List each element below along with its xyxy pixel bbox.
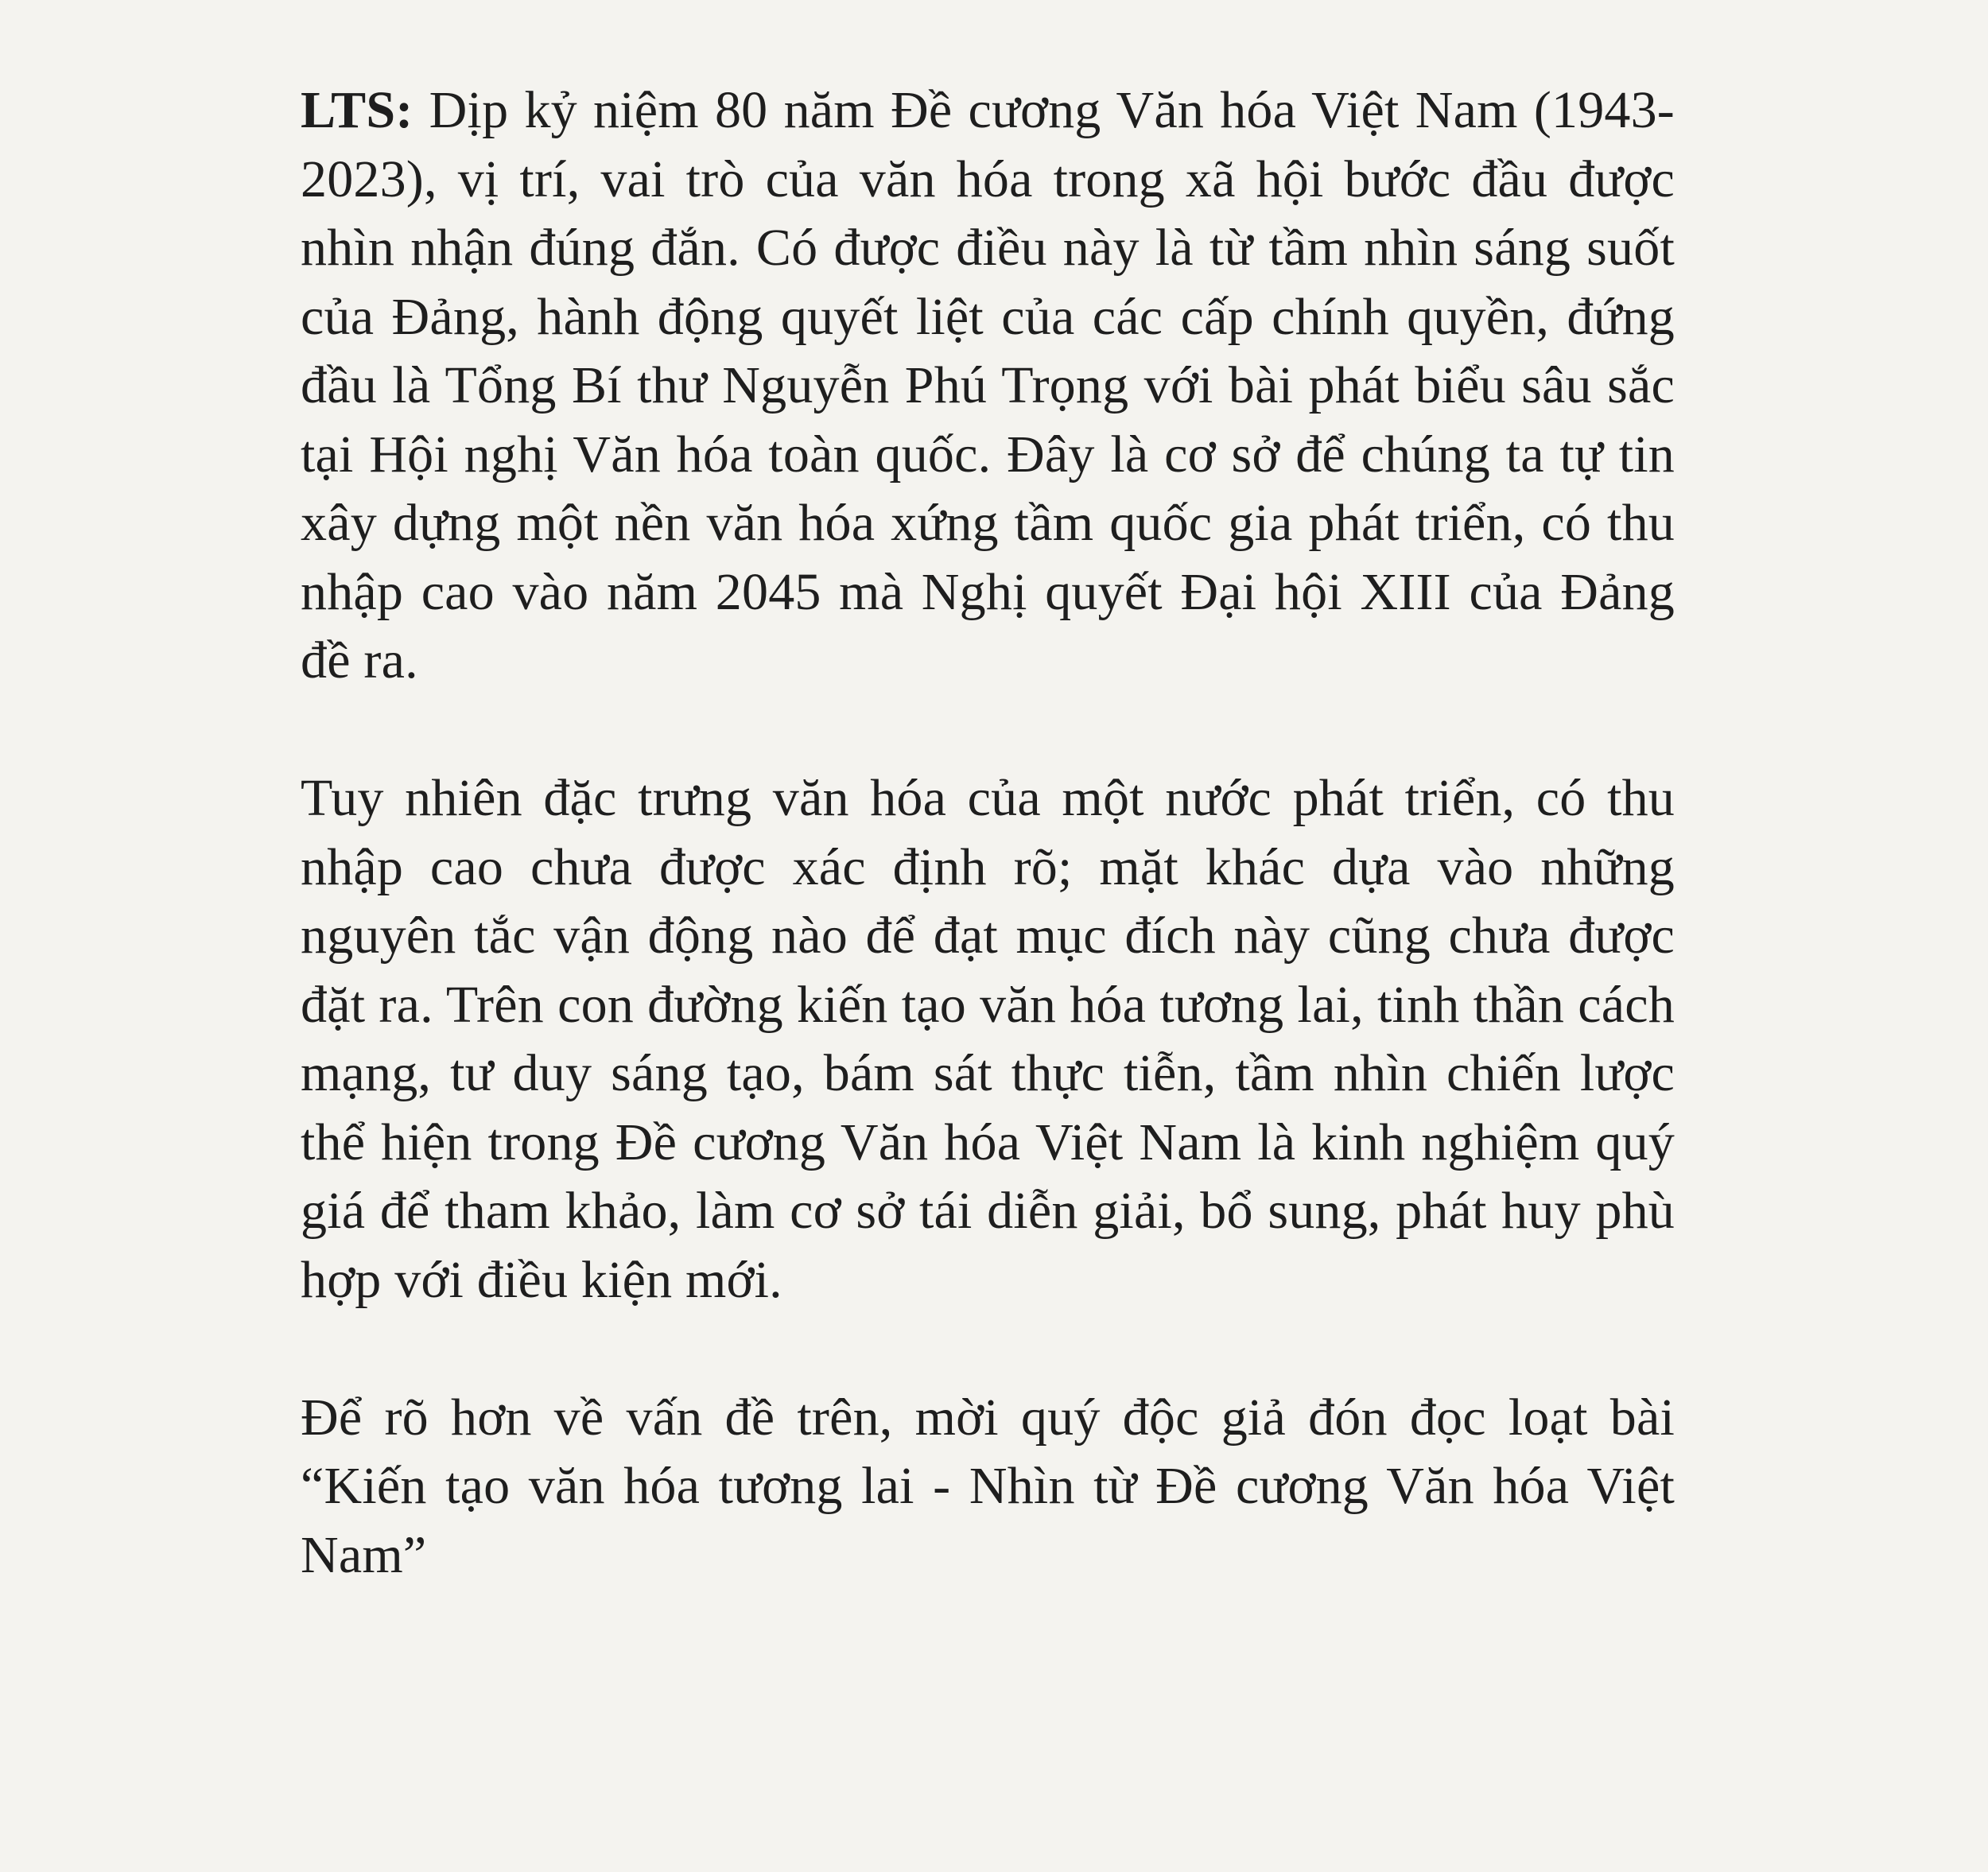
- body-paragraph: Tuy nhiên đặc trưng văn hóa của một nước phát triển, có thu nhập cao chưa được xác định rõ; mặt khác dựa vào những nguyên tắc vận động nào để đạt mục đích này cũng chưa được đặt ra. Trên con đường kiến tạo văn hóa tương lai, tinh thần cách mạng, tư duy sáng tạo, bám sát thực tiễn, tầm nhìn chiến lược thể hiện trong Đề cương Văn hóa Việt Nam là kinh nghiệm quý giá để tham khảo, làm cơ sở tái diễn giải, bổ sung, phát huy phù hợp với điều kiện mới.: [301, 769, 1675, 1309]
- lead-paragraph-text: Dịp kỷ niệm 80 năm Đề cương Văn hóa Việt Nam (1943-2023), vị trí, vai trò của văn hóa trong xã hội bước đầu được nhìn nhận đúng đắn. Có được điều này là từ tầm nhìn sáng suốt của Đảng, hành động quyết liệt của các cấp chính quyền, đứng đầu là Tổng Bí thư Nguyễn Phú Trọng với bài phát biểu sâu sắc tại Hội nghị Văn hóa toàn quốc. Đây là cơ sở để chúng ta tự tin xây dựng một nền văn hóa xứng tầm quốc gia phát triển, có thu nhập cao vào năm 2045 mà Nghị quyết Đại hội XIII của Đảng đề ra.: [301, 81, 1675, 689]
- lead-label: LTS:: [301, 81, 414, 139]
- closing-paragraph: Để rõ hơn về vấn đề trên, mời quý độc giả đón đọc loạt bài “Kiến tạo văn hóa tương lai - Nhìn từ Đề cương Văn hóa Việt Nam”: [301, 1388, 1675, 1584]
- article-body: [301, 76, 1675, 1590]
- lead-paragraph: [301, 76, 1675, 696]
